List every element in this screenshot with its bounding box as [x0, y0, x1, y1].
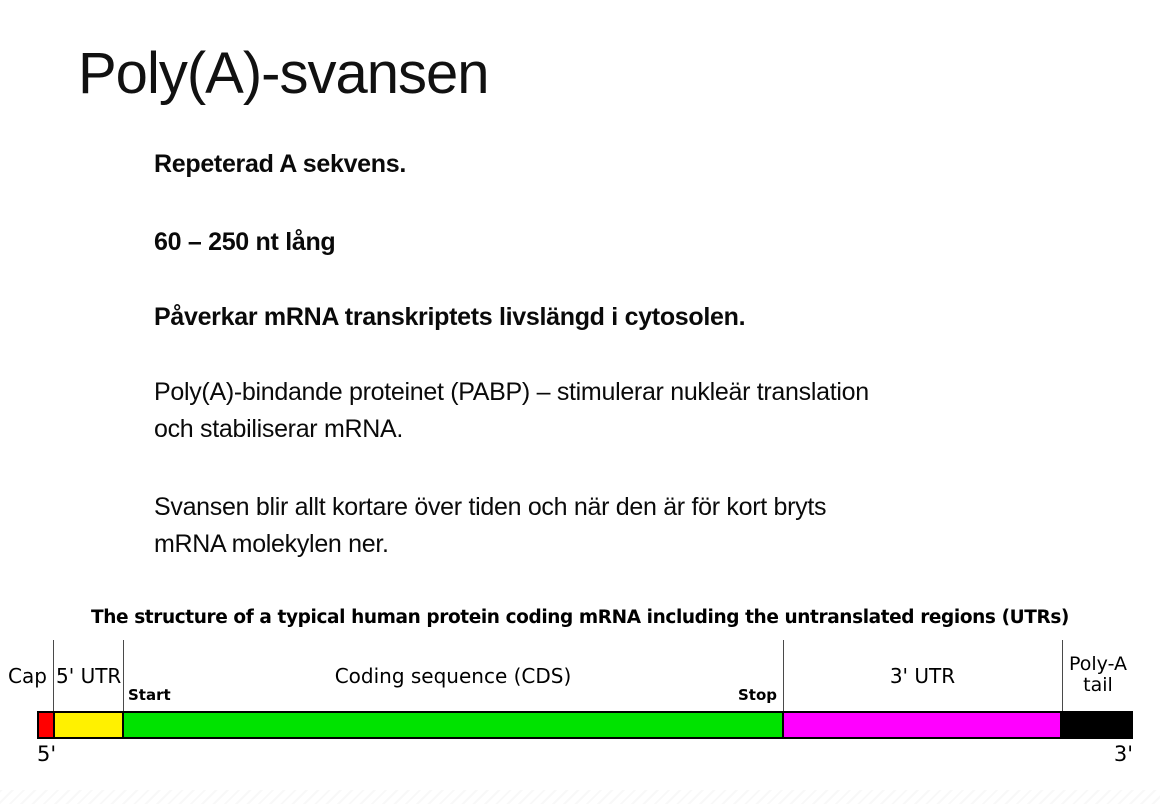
paragraph-line: 60 – 250 nt lång	[154, 228, 336, 256]
paragraph-line: Påverkar mRNA transkriptets livslängd i cytosolen.	[154, 303, 746, 331]
three-prime-end-label: 3'	[1113, 742, 1133, 766]
paragraph-line: Poly(A)-bindande proteinet (PABP) – stimulerar nukleär translation	[154, 378, 869, 406]
start-codon-label: Start	[128, 686, 171, 704]
paragraph-line: och stabiliserar mRNA.	[154, 415, 404, 443]
cap-label: Cap	[8, 664, 47, 688]
five-utr-label: 5' UTR	[56, 664, 122, 688]
segment-3-utr	[782, 713, 1060, 737]
slide-title: Poly(A)-svansen	[78, 41, 489, 106]
paragraph-line: Svansen blir allt kortare över tiden och när den är för kort bryts	[154, 493, 827, 521]
segment-cds	[122, 713, 782, 737]
segment-cap	[39, 713, 53, 737]
stop-codon-label: Stop	[737, 686, 777, 704]
paragraph-line: Repeterad A sekvens.	[154, 150, 406, 178]
bottom-edge-texture	[0, 790, 1160, 804]
tick-cap-utr5-boundary	[53, 640, 54, 711]
diagram-title: The structure of a typical human protein coding mRNA including the untranslated regions (UTRs)	[91, 607, 1069, 628]
polya-label-line2: tail	[1083, 674, 1113, 696]
segment-poly-a-tail	[1060, 713, 1131, 737]
mrna-bar	[37, 711, 1133, 739]
paragraph-line: mRNA molekylen ner.	[154, 530, 389, 558]
cds-label: Coding sequence (CDS)	[334, 664, 572, 688]
five-prime-end-label: 5'	[37, 742, 57, 766]
polya-label-line1: Poly-A	[1068, 653, 1128, 675]
polya-tail-label	[1062, 654, 1134, 696]
segment-5-utr	[53, 713, 122, 737]
three-utr-label: 3' UTR	[889, 664, 956, 688]
